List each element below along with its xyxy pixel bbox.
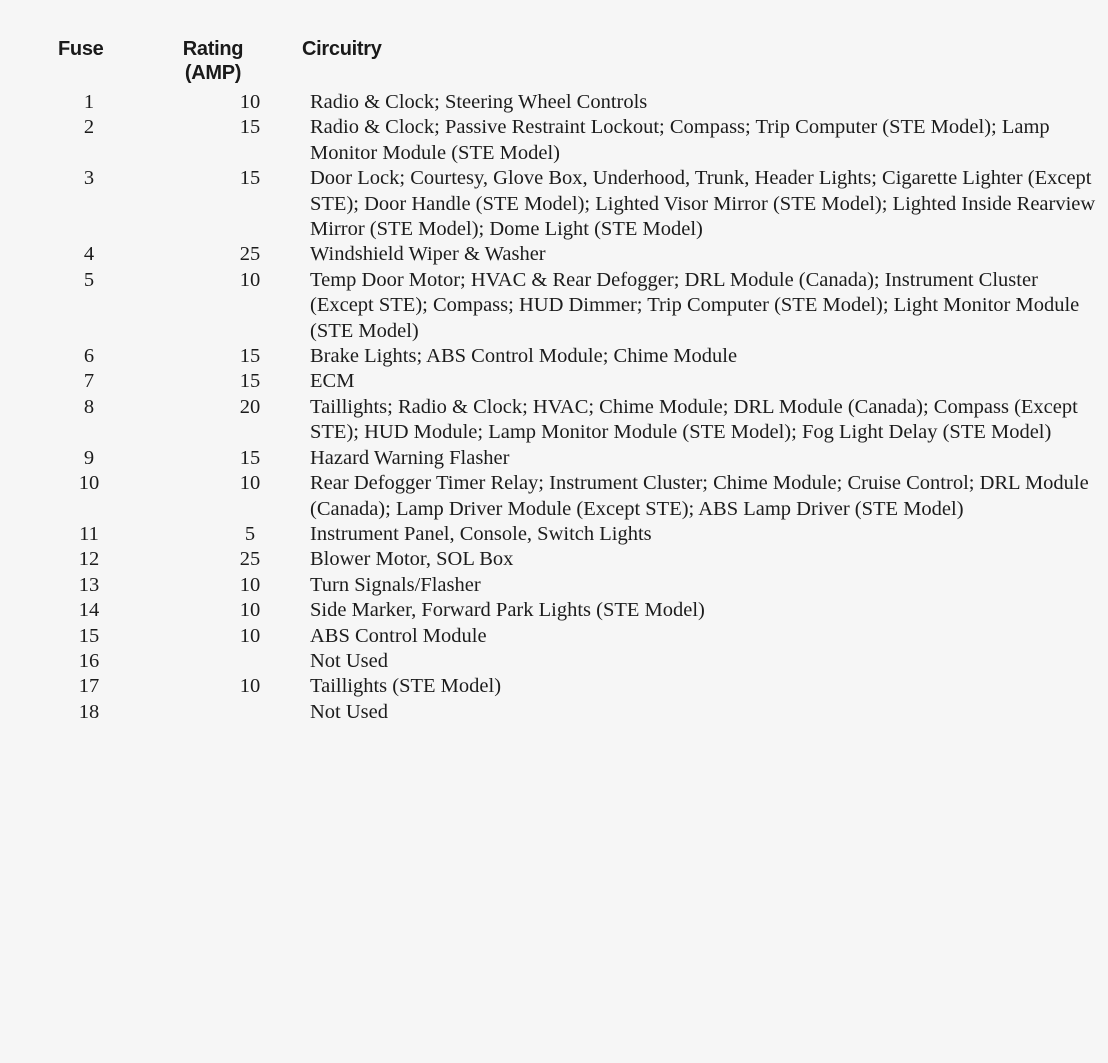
fuse-cell: 9 xyxy=(83,446,95,469)
rating-cell: 20 xyxy=(239,395,261,418)
rating-cell: 10 xyxy=(239,573,261,596)
circuitry-cell: Windshield Wiper & Washer xyxy=(310,243,546,266)
fuse-cell: 11 xyxy=(79,522,99,545)
table-row xyxy=(0,471,1108,522)
fuse-cell: 4 xyxy=(83,243,95,266)
rating-cell: 10 xyxy=(239,268,261,291)
table-row xyxy=(0,573,1108,598)
table-row xyxy=(0,268,1108,344)
circuitry-cell: ABS Control Module xyxy=(310,624,487,647)
fuse-cell: 10 xyxy=(78,472,100,495)
table-row xyxy=(0,624,1108,649)
fuse-cell: 8 xyxy=(83,395,95,418)
circuitry-cell: Temp Door Motor; HVAC & Rear Defogger; DRL Module (Canada); Instrument Cluster (Except STE); Compass; HUD Dimmer; Trip Computer (STE Model); Light Monitor Module (STE Model) xyxy=(310,268,1080,342)
circuitry-cell: Blower Motor, SOL Box xyxy=(310,548,514,571)
fuse-cell: 12 xyxy=(78,548,100,571)
table-row xyxy=(0,547,1108,572)
circuitry-cell: Taillights; Radio & Clock; HVAC; Chime Module; DRL Module (Canada); Compass (Except STE); HUD Module; Lamp Monitor Module (STE Model); Fog Light Delay (STE Model) xyxy=(310,395,1078,444)
circuitry-cell: Radio & Clock; Passive Restraint Lockout; Compass; Trip Computer (STE Model); Lamp Monitor Module (STE Model) xyxy=(310,116,1050,164)
circuitry-cell: Side Marker, Forward Park Lights (STE Model) xyxy=(310,599,705,622)
fuse-cell: 3 xyxy=(83,167,95,190)
rating-cell: 10 xyxy=(239,472,261,495)
table-row xyxy=(0,242,1108,267)
rating-cell: 10 xyxy=(239,624,261,647)
circuitry-cell: Not Used xyxy=(310,649,389,672)
fuse-cell: 5 xyxy=(83,268,95,291)
fuse-cell: 7 xyxy=(83,370,95,393)
table-row xyxy=(0,522,1108,547)
rating-cell: 5 xyxy=(244,522,256,545)
header-circuitry: Circuitry xyxy=(302,38,382,60)
rating-cell xyxy=(134,700,296,725)
fuse-cell: 17 xyxy=(78,675,100,698)
fuse-cell: 13 xyxy=(78,573,100,596)
circuitry-cell: Turn Signals/Flasher xyxy=(310,573,481,596)
fuse-cell: 14 xyxy=(78,599,100,622)
table-row xyxy=(0,598,1108,623)
fuse-cell: 1 xyxy=(83,91,95,113)
header-rating-line1: Rating xyxy=(182,38,244,60)
rating-cell: 15 xyxy=(239,370,261,393)
table-row xyxy=(0,115,1108,166)
circuitry-cell: Taillights (STE Model) xyxy=(310,675,502,698)
header-fuse: Fuse xyxy=(58,38,104,60)
table-row xyxy=(0,700,1108,725)
rating-cell: 25 xyxy=(239,243,261,266)
circuitry-cell: ECM xyxy=(310,370,355,393)
circuitry-cell: Door Lock; Courtesy, Glove Box, Underhood, Trunk, Header Lights; Cigarette Lighter (Except STE); Door Handle (STE Model); Lighted Visor Mirror (STE Model); Lighted Inside Rearview Mirror (STE Model); Dome Light (STE Model) xyxy=(310,167,1096,241)
table-body xyxy=(0,90,1108,725)
header-rating-line2: (AMP) xyxy=(184,62,242,84)
rating-cell: 25 xyxy=(239,548,261,571)
table-row xyxy=(0,649,1108,674)
circuitry-cell: Instrument Panel, Console, Switch Lights xyxy=(310,522,652,545)
table-row xyxy=(0,344,1108,369)
table-row xyxy=(0,369,1108,394)
fuse-cell: 6 xyxy=(83,345,95,368)
fuse-cell: 2 xyxy=(83,116,95,139)
rating-cell: 15 xyxy=(239,345,261,368)
rating-cell xyxy=(134,649,296,674)
circuitry-cell: Rear Defogger Timer Relay; Instrument Cluster; Chime Module; Cruise Control; DRL Module (Canada); Lamp Driver Module (Except STE); ABS Lamp Driver (STE Model) xyxy=(310,472,1089,520)
table-row xyxy=(0,395,1108,446)
fuse-cell: 18 xyxy=(78,700,100,723)
rating-cell: 15 xyxy=(239,167,261,190)
table-row xyxy=(0,90,1108,115)
header-rating xyxy=(166,37,260,85)
rating-cell: 15 xyxy=(239,116,261,139)
table-row xyxy=(0,446,1108,471)
rating-cell: 10 xyxy=(239,599,261,622)
circuitry-cell: Not Used xyxy=(310,700,389,723)
circuitry-cell: Hazard Warning Flasher xyxy=(310,446,510,469)
table-row xyxy=(0,674,1108,699)
rating-cell: 10 xyxy=(239,91,261,113)
rating-cell: 10 xyxy=(239,675,261,698)
fuse-cell: 16 xyxy=(78,649,100,672)
rating-cell: 15 xyxy=(239,446,261,469)
table-row xyxy=(0,166,1108,242)
circuitry-cell: Radio & Clock; Steering Wheel Controls xyxy=(310,91,648,113)
fuse-cell: 15 xyxy=(78,624,100,647)
circuitry-cell: Brake Lights; ABS Control Module; Chime Module xyxy=(310,345,738,368)
